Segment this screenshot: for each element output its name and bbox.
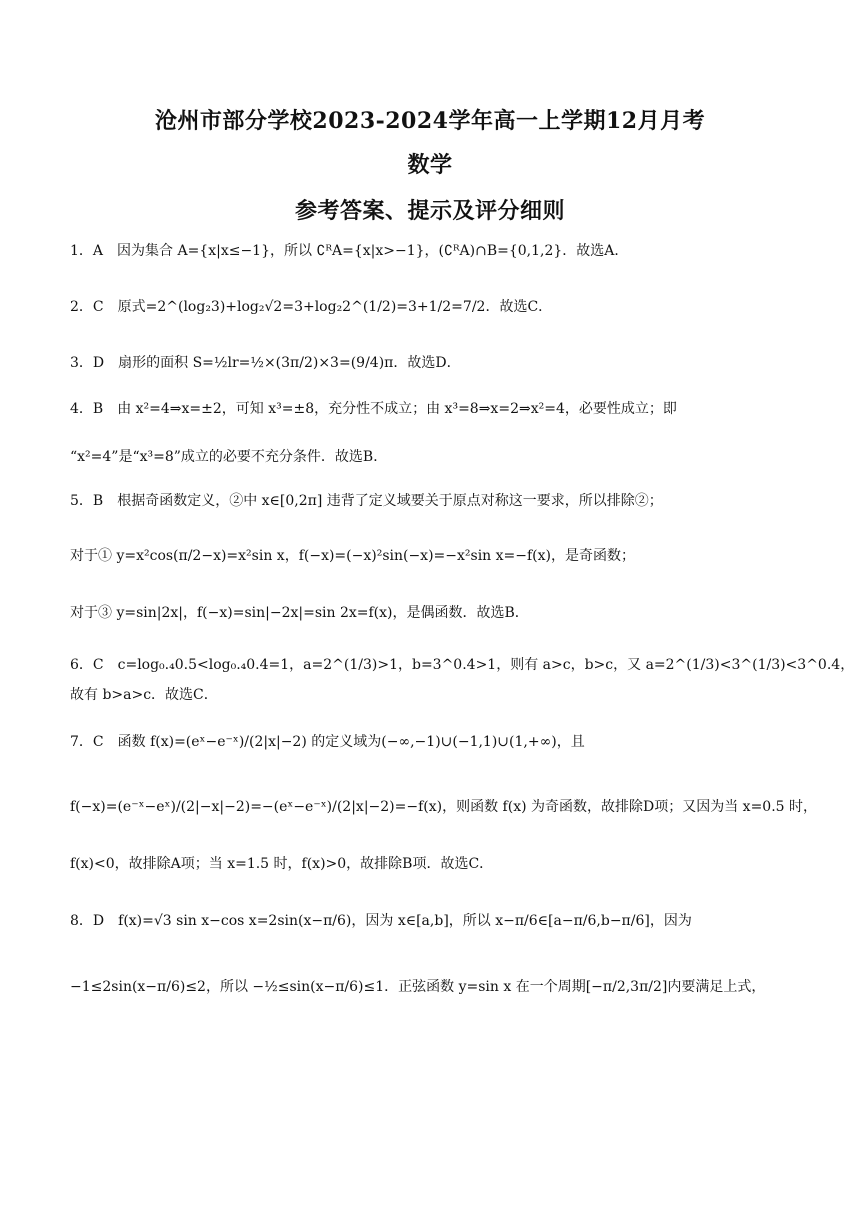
answer-line-3: 3．D 扇形的面积 S=½lr=½×(3π/2)×3=(9/4)π．故选D． [70, 355, 461, 371]
answer-line-8b: −1≤2sin(x−π/6)≤2，所以 −½≤sin(x−π/6)≤1．正弦函数 y=sin x 在一个周期[−π/2,3π/2]内要满足上式， [70, 979, 766, 995]
answer-line-2: 2．C 原式=2^(log₂3)+log₂√2=3+log₂2^(1/2)=3+1/2=7/2．故选C． [70, 299, 553, 315]
answer-line-6a: 6．C c=log₀.₄0.5<log₀.₄0.4=1，a=2^(1/3)>1，b=3^0.4>1，则有 a>c，b>c，又 a=2^(1/3)<3^(1/3)<3^0.4， [70, 657, 855, 673]
answer-line-4a: 4．B 由 x²=4⇒x=±2，可知 x³=±8，充分性不成立；由 x³=8⇒x=2⇒x²=4，必要性成立；即 [70, 401, 677, 417]
answer-line-8a: 8．D f(x)=√3 sin x−cos x=2sin(x−π/6)，因为 x∈[a,b]，所以 x−π/6∈[a−π/6,b−π/6]，因为 [70, 913, 692, 929]
answer-line-7a: 7．C 函数 f(x)=(eˣ−e⁻ˣ)/(2|x|−2) 的定义域为(−∞,−1)∪(−1,1)∪(1,+∞)，且 [70, 734, 585, 750]
answer-line-1: 1．A 因为集合 A={x|x≤−1}，所以 ∁ᴿA={x|x>−1}，(∁ᴿA)∩B={0,1,2}．故选A． [70, 243, 629, 259]
answer-line-5b: 对于① y=x²cos(π/2−x)=x²sin x，f(−x)=(−x)²sin(−x)=−x²sin x=−f(x)，是奇函数； [70, 548, 635, 564]
document-title: 沧州市部分学校2023-2024学年高一上学期12月月考 [154, 108, 706, 134]
answer-line-7b: f(−x)=(e⁻ˣ−eˣ)/(2|−x|−2)=−(eˣ−e⁻ˣ)/(2|x|−2)=−f(x)，则函数 f(x) 为奇函数，故排除D项；又因为当 x=0.5 时， [70, 799, 818, 815]
subject-heading: 数学 [407, 152, 453, 178]
answer-line-7c: f(x)<0，故排除A项；当 x=1.5 时，f(x)>0，故排除B项．故选C． [70, 856, 494, 872]
answer-line-4b: “x²=4”是“x³=8”成立的必要不充分条件．故选B． [70, 449, 388, 465]
answer-line-6b: 故有 b>a>c．故选C． [70, 687, 218, 703]
answer-line-5a: 5．B 根据奇函数定义，②中 x∈[0,2π] 违背了定义域要关于原点对称这一要求，所以排除②； [70, 493, 663, 509]
section-heading: 参考答案、提示及评分细则 [294, 198, 565, 224]
answer-line-5c: 对于③ y=sin|2x|，f(−x)=sin|−2x|=sin 2x=f(x)，是偶函数．故选B． [70, 605, 529, 621]
